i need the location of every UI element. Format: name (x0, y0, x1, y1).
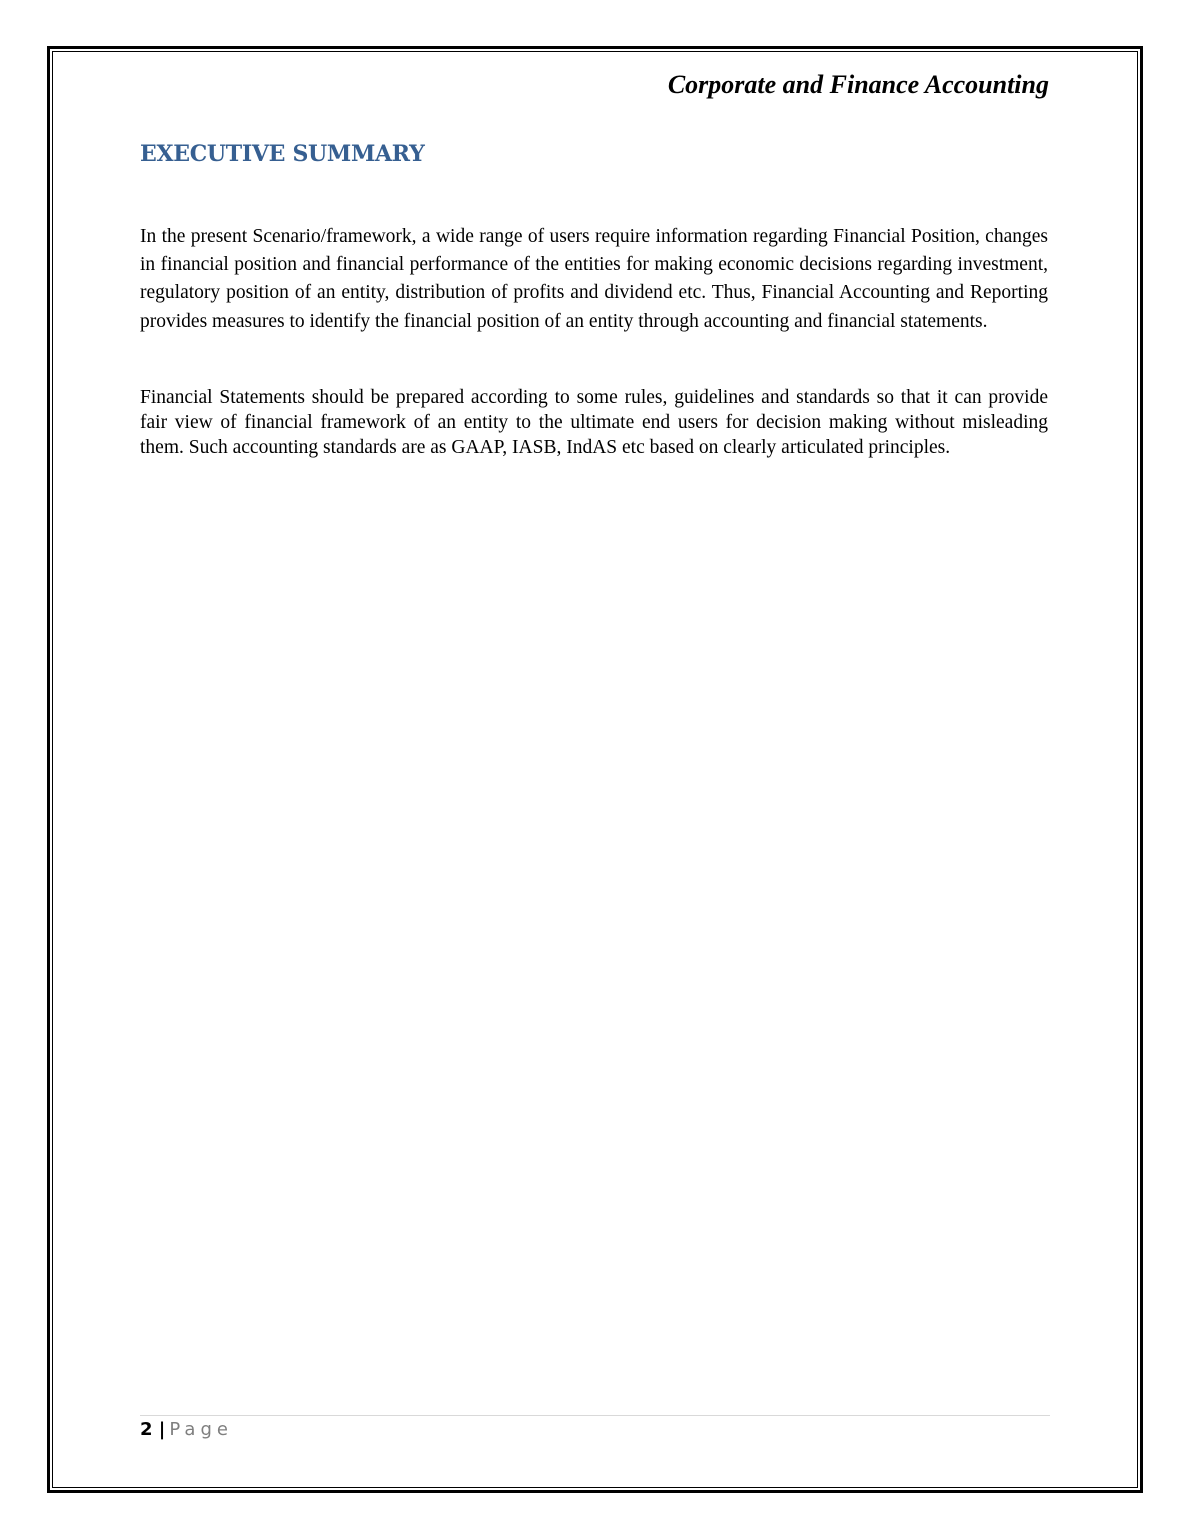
paragraph: Financial Statements should be prepared according to some rules, guidelines and standards so that it can provide fair view of financial framework of an entity to the ultimate end users for decision making without misleading them. Such accounting standards are as GAAP, IASB, IndAS etc based on clearly articulated principles. (140, 387, 1048, 458)
section-heading: EXECUTIVE SUMMARY (140, 141, 425, 167)
running-header: Corporate and Finance Accounting (667, 70, 1049, 99)
page-label: Page (169, 1419, 233, 1440)
page-footer (140, 1419, 233, 1440)
paragraph: In the present Scenario/framework, a wide range of users require information regarding Financial Position, changes in financial position and financial performance of the entities for making economic decisions regarding investment, regulatory position of an entity, distribution of profits and dividend etc. Thus, Financial Accounting and Reporting provides measures to identify the financial position of an entity through accounting and financial statements. (140, 226, 1048, 332)
footer-divider (140, 1415, 1050, 1416)
page-number: 2 | (140, 1419, 166, 1440)
